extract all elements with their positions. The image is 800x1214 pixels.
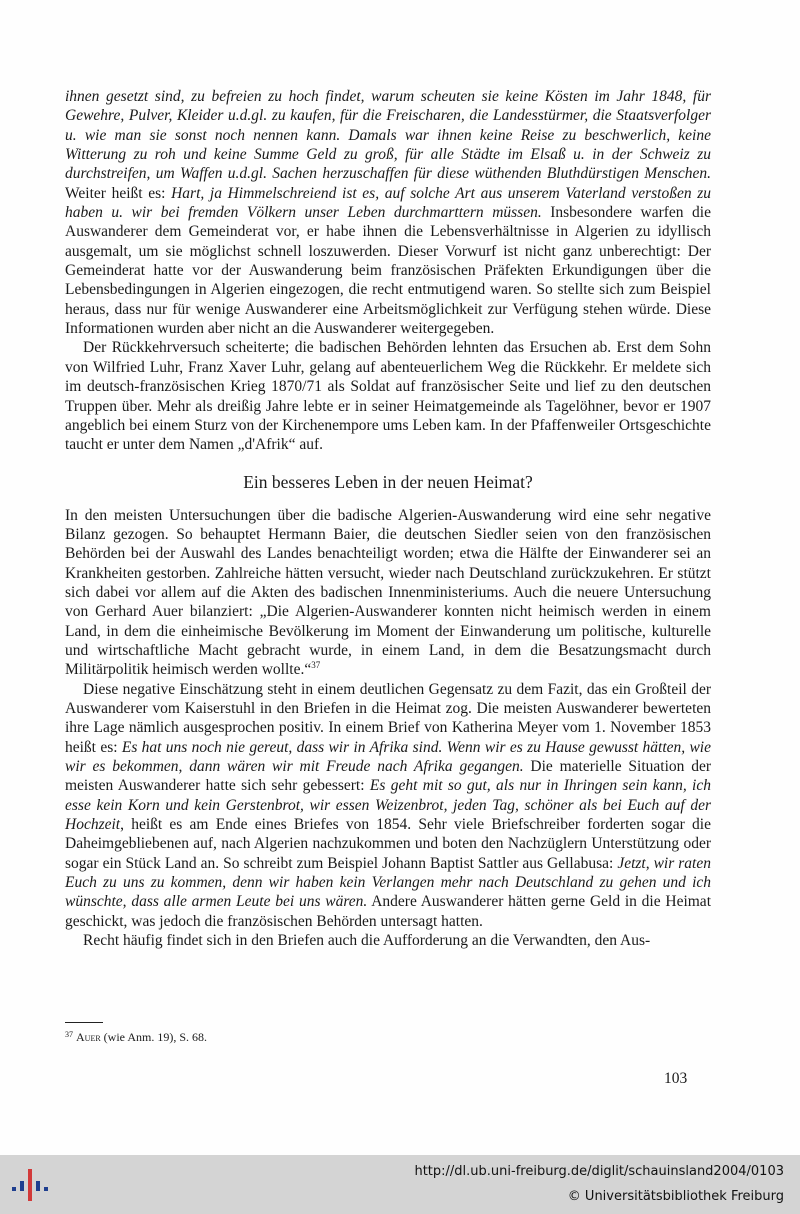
footnote [65,1030,207,1045]
body-text-span: Weiter heißt es: [65,184,172,202]
copyright-text: © Universitätsbibliothek Freiburg [567,1189,784,1204]
footnote-author: Auer [76,1030,101,1044]
body-text-span: Andere Auswanderer hätten gerne Geld in die Heimat geschickt, was jedoch die französischen Behörden untersagt hatten. [65,893,711,930]
quoted-letter-text: Jetzt, wir raten Euch zu uns zu kommen, denn wir haben kein Verlangen mehr nach Deutschland zu gehen und ich wünschte, dass alle armen Leute bei uns wären. [65,854,711,911]
page-number: 103 [664,1070,688,1087]
ub-freiburg-logo-icon [10,1167,50,1203]
source-url-link[interactable]: http://dl.ub.uni-freiburg.de/diglit/schauinsland2004/0103 [414,1164,784,1179]
footnote-text: (wie Anm. 19), S. 68. [100,1030,208,1044]
body-text-span: Insbesondere warfen die Auswanderer dem Gemeinderat vor, er habe ihnen die Lebensverhältnisse in Algerien zu idyllisch ausgemalt, um sie möglichst schnell loszuwerden. Dieser Vorwurf ist nicht ganz unberechtigt: Der Gemeinderat hatte vor der Auswanderung beim französischen Präfekten Erkundigungen über die Lebensbedingungen in Algerien eingezogen, die recht entmutigend waren. So stellte sich zum Beispiel heraus, dass nur für wenige Auswanderer eine Arbeitsmöglichkeit zur Verfügung stehen würde. Diese Informationen wurden aber nicht an die Auswanderer weitergegeben. [65,204,711,338]
section-heading: Ein besseres Leben in der neuen Heimat? [243,471,533,492]
footnote-divider [65,1022,103,1023]
quoted-letter-text: Hart, ja Himmelschreiend ist es, auf solche Art aus unserem Vaterland verstoßen zu haben u. wir bei fremden Völkern unser Leben durchmarttern müssen. [65,184,712,222]
quoted-letter-text: ihnen gesetzt sind, zu befreien zu hoch findet, warum scheuten sie keine Kösten im Jahr 1848, für Gewehre, Pulver, Kleider u.d.gl. zu kaufen, für die Freischaren, die Landesstürmer, die Staatsverfolger u. wie man sie sonst noch nennen kann. Damals war ihnen keine Reise zu beschwerlich, keine Witterung zu roh und keine Summe Geld zu groß, für alle Städte im Elsaß u. in der Schweiz zu durchstreifen, um Waffen u.d.gl. Sachen herzuschaffen für diese wüthenden Bluthdürstigen Menschen. [65,88,711,183]
paragraph-5 [65,931,711,950]
body-text-span: Der Rückkehrversuch scheiterte; die badischen Behörden lehnten das Ersuchen ab. Erst dem Sohn von Wilfried Luhr, Franz Xaver Luhr, gelang auf abenteuerlichem Weg die Rückkehr. Er meldete sich im deutsch-französischen Krieg 1870/71 als Soldat auf französischer Seite und lief zu den deutschen Truppen über. Mehr als dreißig Jahre lebte er in seiner Heimatgemeinde als Tagelöhner, bevor er 1907 angeblich bei einem Sturz von der Kirchenempore ums Leben kam. In der Pfaffenweiler Ortsgeschichte taucht er unter dem Namen „d'Afrik“ auf. [65,339,711,454]
footnote-ref-37[interactable]: 37 [311,660,321,671]
body-text-span: Recht häufig findet sich in den Briefen auch die Aufforderung an die Verwandten, den Aus- [83,932,651,950]
paragraph-1 [65,87,711,338]
quoted-letter-text: Es hat uns noch nie gereut, dass wir in Afrika sind. Wenn wir es zu Hause gewusst hätten, wie wir es bekommen, dann wären wir mit Freude nach Afrika gegangen. [65,738,711,775]
body-text-span: In den meisten Untersuchungen über die badische Algerien-Auswanderung wird eine sehr negative Bilanz gezogen. So behauptet Hermann Baier, die deutschen Siedler seien von den französischen Behörden bei der Auswahl des Landes benachteiligt worden; etwa die Hälfte der Einwanderer sei an Krankheiten gestorben. Zahlreiche hätten versucht, wieder nach Deutschland zurückzukehren. Er stützt sich dabei vor allem auf die Akten des badischen Innenministeriums. Auch die neuere Untersuchung von Gerhard Auer bilanziert: „Die Algerien-Auswanderer konnten nicht heimisch werden in einem Land, in dem die einheimische Bevölkerung im Moment der Einwanderung um politische, kulturelle und wirtschaftliche Macht gebracht wurde, in einem Land, in dem die Besatzungsmacht durch Militärpolitik heimisch werden wollte.“ [65,506,711,679]
body-text-span: , heißt es am Ende eines Briefes von 1854. Sehr viele Briefschreiber forderten sogar die Daheimgebliebenen auf, nach Algerien nachzukommen und boten den Nachzüglern Unterstützung oder sogar ein Stück Land an. So schreibt zum Beispiel Johann Baptist Sattler aus Gellabusa: [65,816,711,872]
paragraph-3 [65,506,711,680]
paragraph-2 [65,338,711,454]
body-text [65,87,711,950]
footnote-number: 37 [65,1030,73,1039]
footer-bar [0,1155,800,1214]
quoted-letter-text: Es geht mit so gut, als nur in Ihringen sein kann, ich esse kein Korn und kein Gerstenbrot, wir essen Weizenbrot, jeden Tag, schöner als bei Euch auf der Hochzeit [65,777,711,834]
body-text-span: Die materielle Situation der meisten Auswanderer hatte sich sehr gebessert: [65,758,711,795]
paragraph-4 [65,680,711,931]
body-text-span: Diese negative Einschätzung steht in einem deutlichen Gegensatz zu dem Fazit, das ein Großteil der Auswanderer vom Kaiserstuhl in den Briefen in die Heimat zog. Die meisten Auswanderer bewerteten ihre Lage nämlich ausgesprochen positiv. In einem Brief von Katherina Meyer vom 1. November 1853 heißt es: [65,680,711,756]
